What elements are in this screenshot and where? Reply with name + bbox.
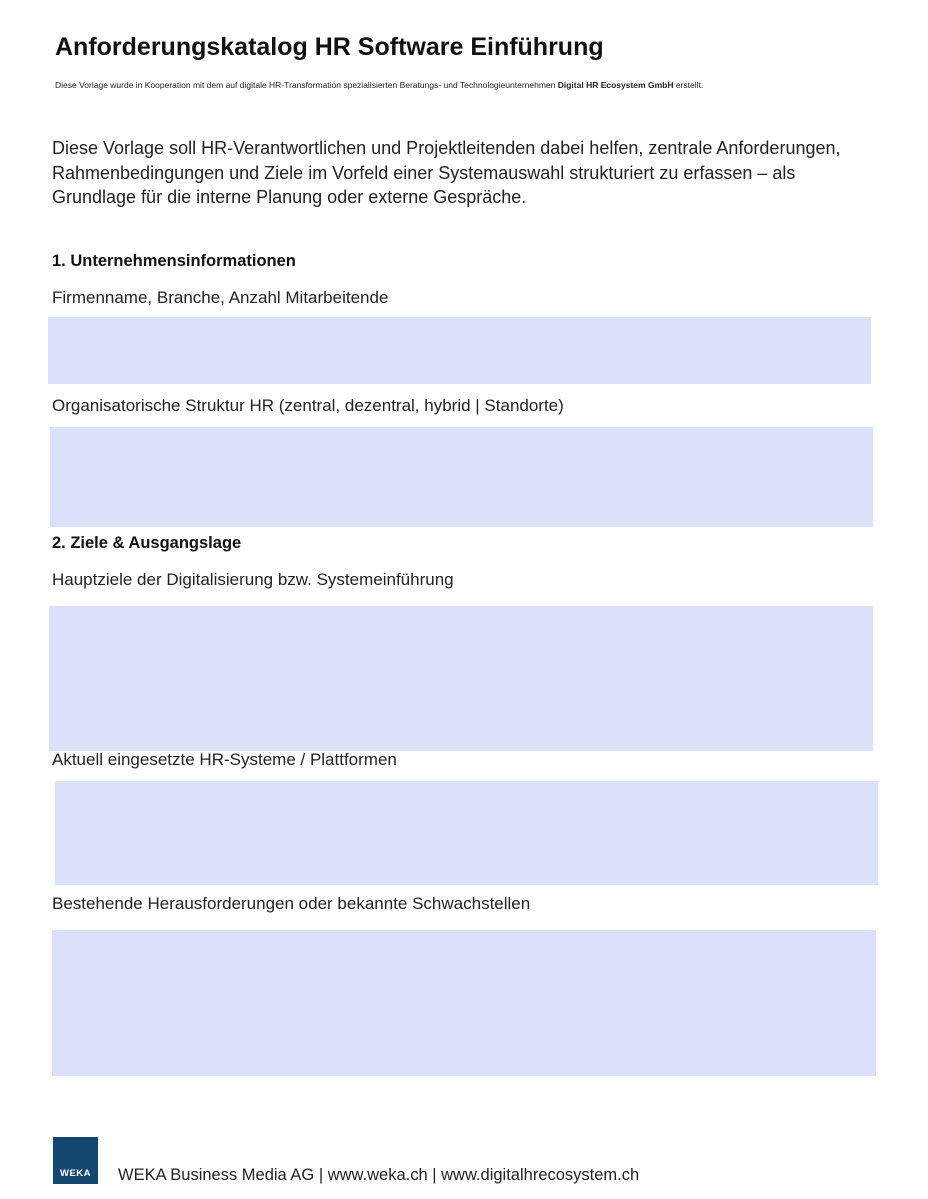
org-structure-field[interactable] bbox=[50, 427, 873, 527]
current-systems-field[interactable] bbox=[55, 781, 878, 885]
field-label-company-name: Firmenname, Branche, Anzahl Mitarbeitende bbox=[52, 288, 389, 307]
footer-text: WEKA Business Media AG | www.weka.ch | www.digitalhrecosystem.ch bbox=[118, 1166, 640, 1184]
subtitle-prefix: Diese Vorlage wurde in Kooperation mit dem auf digitale HR-Transformation spezialisierten Beratungs- und Technologieunternehmen bbox=[55, 80, 558, 90]
intro-paragraph: Diese Vorlage soll HR-Verantwortlichen und Projektleitenden dabei helfen, zentrale Anforderungen, Rahmenbedingungen und Ziele im Vorfeld einer Systemauswahl strukturiert zu erfassen – als Grundlage für die interne Planung oder externe Gespräche. bbox=[52, 138, 841, 207]
section-heading-company-info: 1. Unternehmensinformationen bbox=[52, 252, 296, 270]
main-goals-field[interactable] bbox=[49, 606, 873, 751]
field-label-challenges: Bestehende Herausforderungen oder bekannte Schwachstellen bbox=[52, 894, 531, 913]
document-title: Anforderungskatalog HR Software Einführung bbox=[55, 33, 604, 61]
section-heading-goals: 2. Ziele & Ausgangslage bbox=[52, 534, 242, 552]
subtitle-suffix: erstellt. bbox=[673, 80, 704, 90]
weka-logo-text: WEKA bbox=[59, 1168, 92, 1179]
challenges-field[interactable] bbox=[52, 930, 876, 1076]
document-subtitle bbox=[55, 80, 703, 90]
weka-logo bbox=[53, 1137, 98, 1184]
field-label-main-goals: Hauptziele der Digitalisierung bzw. Systemeinführung bbox=[52, 570, 454, 589]
subtitle-company: Digital HR Ecosystem GmbH bbox=[557, 80, 674, 90]
field-label-current-systems: Aktuell eingesetzte HR-Systeme / Plattformen bbox=[52, 750, 397, 769]
company-name-field[interactable] bbox=[48, 317, 871, 384]
field-label-org-structure: Organisatorische Struktur HR (zentral, dezentral, hybrid | Standorte) bbox=[52, 396, 564, 415]
